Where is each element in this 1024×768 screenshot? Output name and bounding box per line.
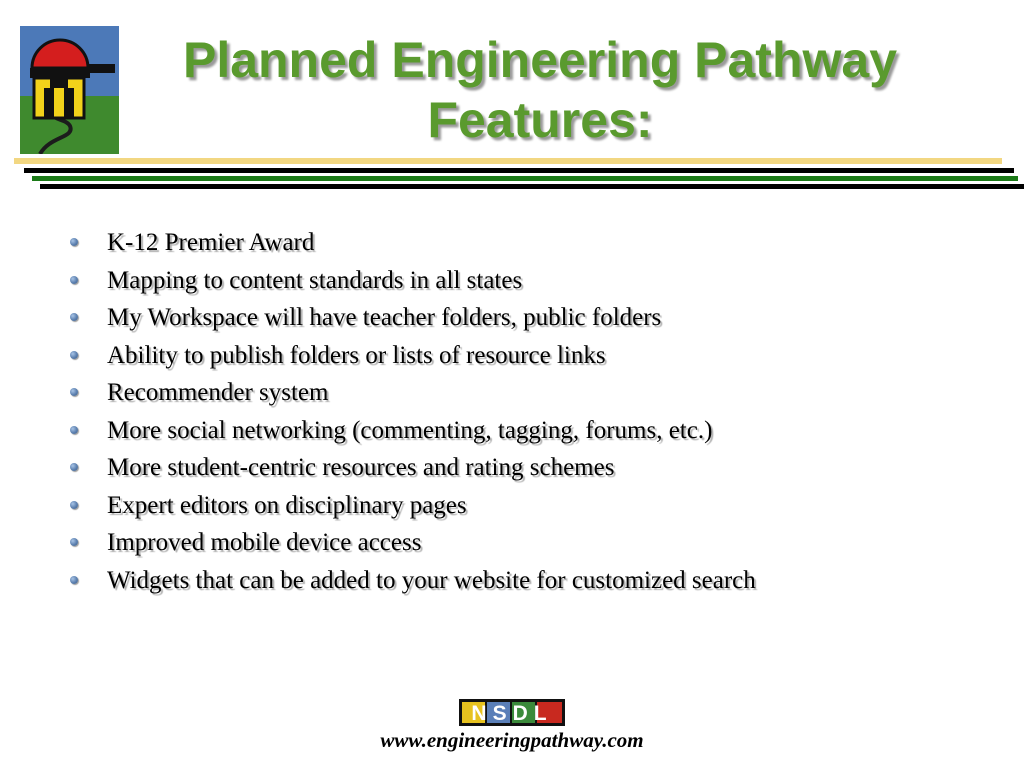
slide-title: Planned Engineering Pathway Features: xyxy=(182,32,898,148)
list-item xyxy=(62,449,962,487)
divider-gold xyxy=(14,158,1002,164)
list-item xyxy=(62,562,962,600)
list-item-text: K-12 Premier Award xyxy=(107,229,315,256)
list-item-text: My Workspace will have teacher folders, public folders xyxy=(107,304,662,331)
nsdl-logo xyxy=(459,699,565,726)
nsdl-logo-text: NSDL xyxy=(471,702,553,725)
list-item xyxy=(62,224,962,262)
bullet-icon xyxy=(70,538,78,546)
list-item-text: More student-centric resources and rating schemes xyxy=(107,454,615,481)
list-item xyxy=(62,262,962,300)
bullet-icon xyxy=(70,388,78,396)
footer-url[interactable]: www.engineeringpathway.com xyxy=(380,728,644,752)
bullet-icon xyxy=(70,501,78,509)
bullet-icon xyxy=(70,238,78,246)
feature-list xyxy=(62,224,962,599)
list-item-text: Expert editors on disciplinary pages xyxy=(107,491,467,519)
list-item-text: Ability to publish folders or lists of resource links xyxy=(107,341,606,369)
bullet-icon xyxy=(70,463,78,471)
bullet-icon xyxy=(70,576,78,584)
list-item-text: Improved mobile device access xyxy=(107,529,422,556)
engineering-pathway-logo xyxy=(20,26,119,154)
list-item xyxy=(62,374,962,412)
list-item xyxy=(62,337,962,375)
list-item xyxy=(62,524,962,562)
divider-black-bottom xyxy=(40,184,1024,189)
list-item xyxy=(62,299,962,337)
list-item-text: Recommender system xyxy=(107,379,329,406)
list-item xyxy=(62,487,962,525)
list-item-text: Widgets that can be added to your website for customized search xyxy=(107,566,756,594)
bullet-icon xyxy=(70,276,78,284)
list-item-text: More social networking (commenting, tagging, forums, etc.) xyxy=(107,416,713,444)
divider-green xyxy=(32,176,1018,181)
bullet-icon xyxy=(70,351,78,359)
bullet-icon xyxy=(70,426,78,434)
divider-black-top xyxy=(24,168,1014,173)
bullet-icon xyxy=(70,313,78,321)
list-item xyxy=(62,412,962,450)
list-item-text: Mapping to content standards in all states xyxy=(107,266,523,294)
